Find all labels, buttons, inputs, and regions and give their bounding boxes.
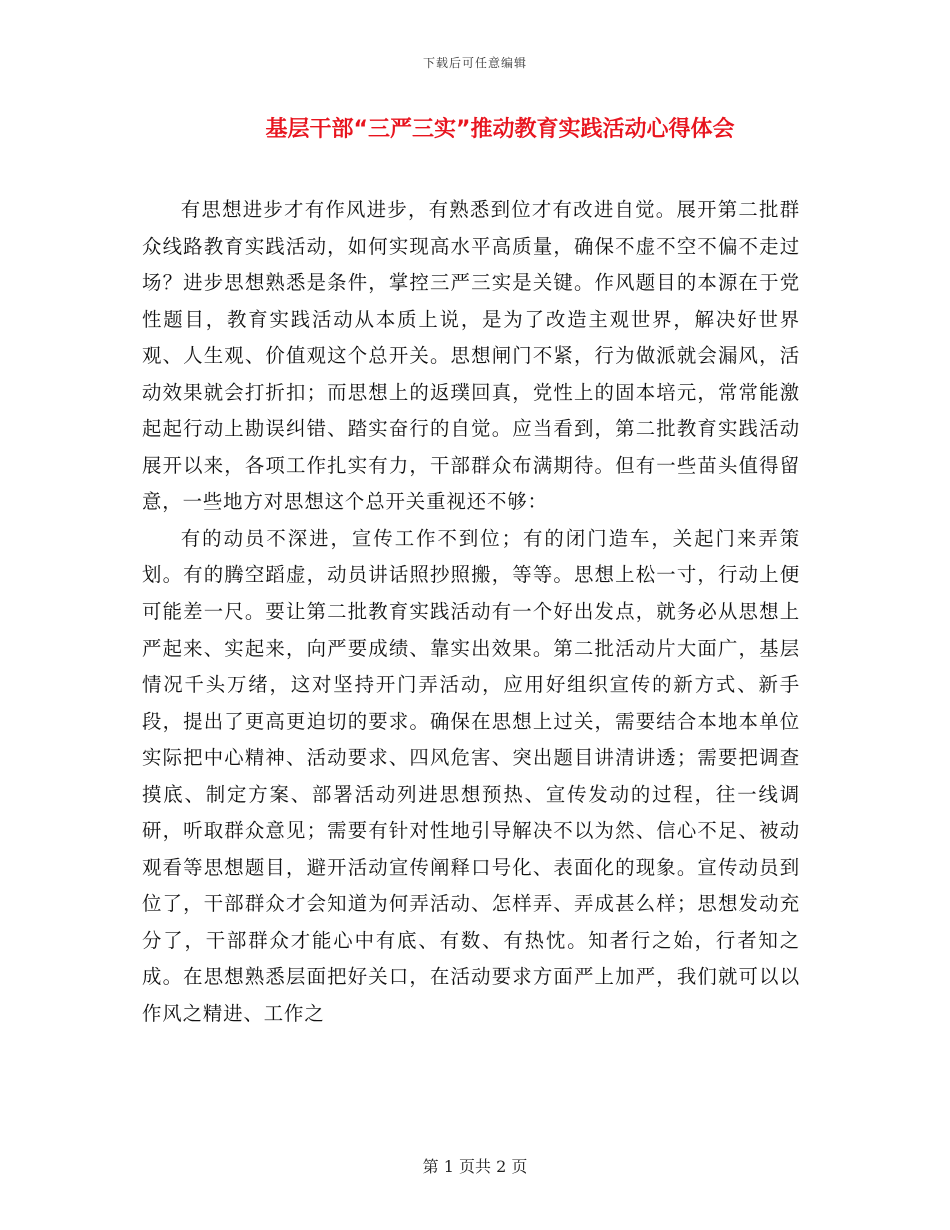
document-title: 基层干部“三严三实”推动教育实践活动心得体会 <box>265 117 735 142</box>
page-header-note: 下载后可任意编辑 <box>422 56 527 70</box>
document-body <box>142 192 800 1033</box>
page-number: 第 1 页共 2 页 <box>422 1157 528 1176</box>
paragraph: 有的动员不深进，宣传工作不到位；有的闭门造车，关起门来弄策划。有的腾空蹈虚，动员讲话照抄照搬，等等。思想上松一寸，行动上便可能差一尺。要让第二批教育实践活动有一个好出发点，就务必从思想上严起来、实起来，向严要成绩、靠实出效果。第二批活动片大面广，基层情况千头万绪，这对坚持开门弄活动，应用好组织宣传的新方式、新手段，提出了更高更迫切的要求。确保在思想上过关，需要结合本地本单位实际把中心精神、活动要求、四风危害、突出题目讲清讲透；需要把调查摸底、制定方案、部署活动列进思想预热、宣传发动的过程，往一线调研，听取群众意见；需要有针对性地引导解决不以为然、信心不足、被动观看等思想题目，避开活动宣传阐释口号化、表面化的现象。宣传动员到位了，干部群众才会知道为何弄活动、怎样弄、弄成甚么样；思想发动充分了，干部群众才能心中有底、有数、有热忱。知者行之始，行者知之成。在思想熟悉层面把好关口，在活动要求方面严上加严，我们就可以以作风之精进、工作之 <box>142 526 800 1026</box>
paragraph: 有思想进步才有作风进步，有熟悉到位才有改进自觉。展开第二批群众线路教育实践活动，如何实现高水平高质量，确保不虚不空不偏不走过场？进步思想熟悉是条件，掌控三严三实是关键。作风题目的本源在于党性题目，教育实践活动从本质上说，是为了改造主观世界，解决好世界观、人生观、价值观这个总开关。思想闸门不紧，行为做派就会漏风，活动效果就会打折扣；而思想上的返璞回真，党性上的固本培元，常常能激起起行动上勘误纠错、踏实奋行的自觉。应当看到，第二批教育实践活动展开以来，各项工作扎实有力，干部群众布满期待。但有一些苗头值得留意，一些地方对思想这个总开关重视还不够： <box>142 198 800 514</box>
